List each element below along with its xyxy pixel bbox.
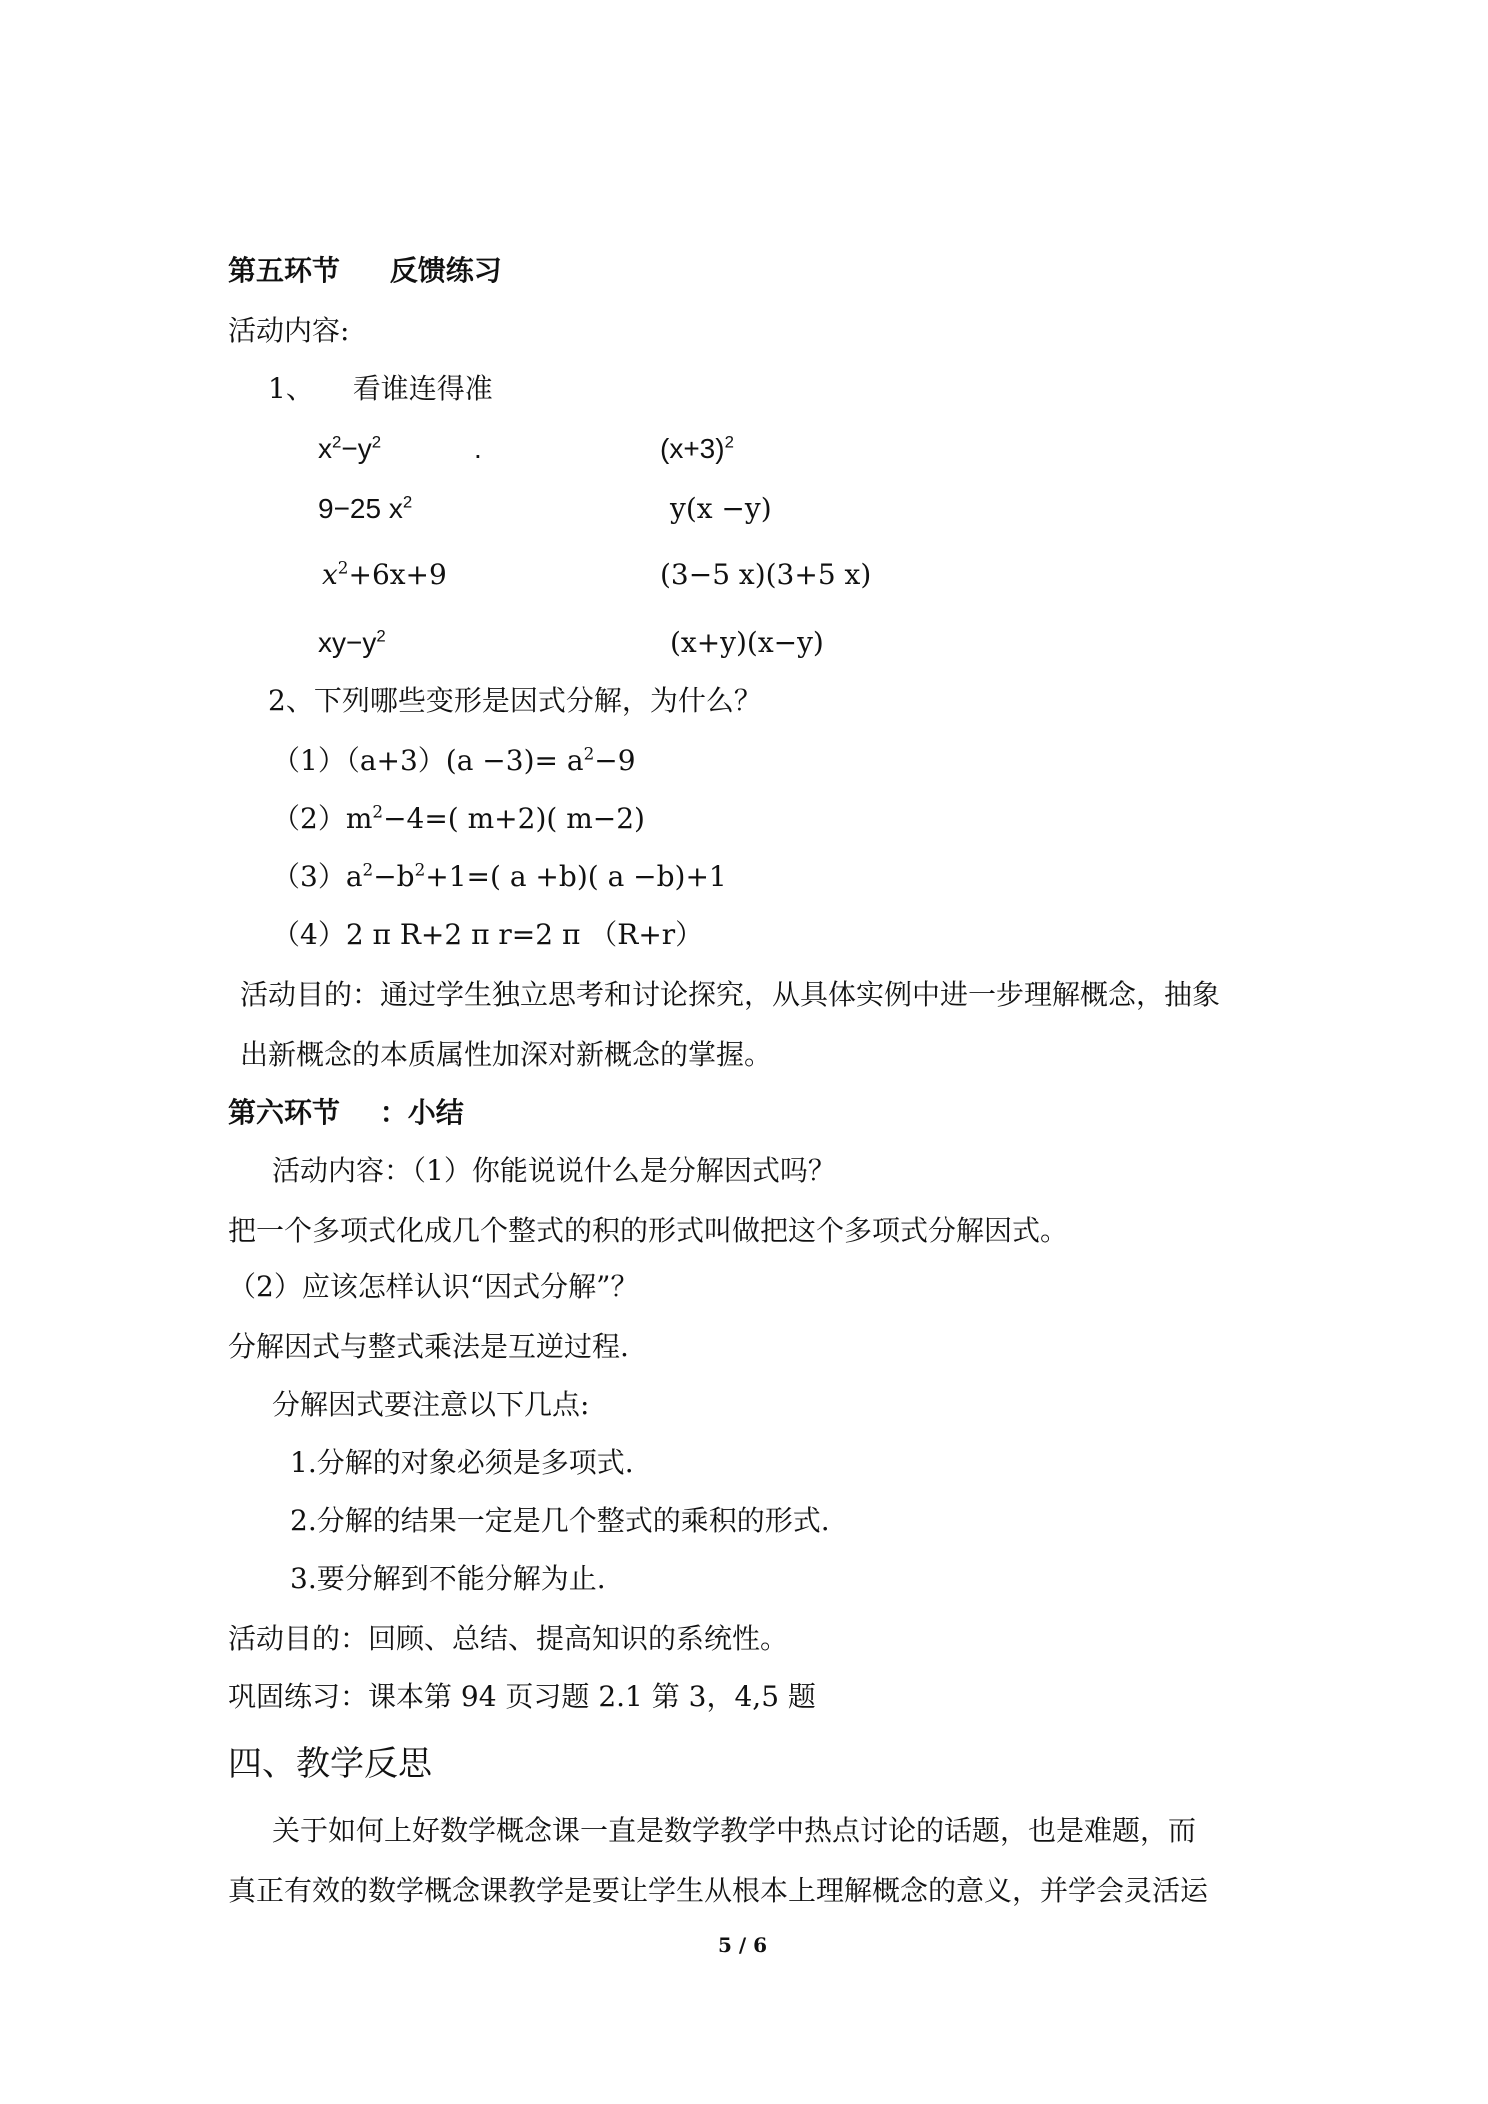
activity-content-label: 活动内容: <box>228 314 350 347</box>
section4-para-line1: 关于如何上好数学概念课一直是数学教学中热点讨论的话题，也是难题，而 <box>272 1814 1197 1847</box>
q2-title: 2、下列哪些变形是因式分解，为什么？ <box>268 684 762 717</box>
section4-para-line2: 真正有效的数学概念课教学是要让学生从根本上理解概念的意义，并学会灵活运 <box>228 1874 1209 1907</box>
section5-heading-label: 第五环节 <box>228 254 341 287</box>
section6-heading-label: 第六环节 <box>228 1096 341 1129</box>
q2-item-3: $(3)a^2-b^2+1=$( a +b)( a −b)+1 <box>272 859 727 893</box>
q2-item-1: $(1)(a+3)(a -3)= a^2-9$ <box>272 743 636 777</box>
q1-left-3: $x^2+6x+9$ <box>322 557 447 591</box>
section6-point-1: 1.分解的对象必须是多项式. <box>290 1446 634 1479</box>
section6-heading <box>228 1094 464 1132</box>
q1-left-1-dot: . <box>474 433 482 464</box>
section6-practice: 巩固练习：课本第 94 页习题 2.1 第 3，4,5 题 <box>228 1680 816 1713</box>
q1-heading <box>268 370 493 408</box>
section5-heading <box>228 252 502 290</box>
q1-left-2: 9−25 $x^2$ <box>318 492 413 524</box>
q1-number: 1、 <box>268 372 314 405</box>
section6-q2: （2）应该怎样认识“因式分解”？ <box>228 1270 639 1303</box>
section6-q1: 活动内容：（1）你能说说什么是分解因式吗？ <box>272 1154 836 1187</box>
q1-right-4: (x+y)(x−y) <box>670 626 824 659</box>
q1-right-3: (3−5 x)(3+5 x) <box>660 558 872 591</box>
section6-point-3: 3.要分解到不能分解为止. <box>290 1562 606 1595</box>
section5-purpose-line1: 活动目的：通过学生独立思考和讨论探究，从具体实例中进一步理解概念，抽象 <box>240 978 1221 1011</box>
section4-heading: 四、教学反思 <box>228 1744 432 1784</box>
q1-right-1: $(x+3)^2$ <box>660 432 734 464</box>
section5-purpose-line2: 出新概念的本质属性加深对新概念的掌握。 <box>240 1038 773 1071</box>
section6-point-2: 2.分解的结果一定是几个整式的乘积的形式. <box>290 1504 830 1537</box>
q1-left-4: $xy-y^2$ <box>318 626 386 658</box>
section6-heading-title: ：小结 <box>379 1096 464 1129</box>
q1-left-1: $x^2-y^2$ <box>318 432 382 464</box>
section6-a2: 分解因式与整式乘法是互逆过程. <box>228 1330 629 1363</box>
section6-points-title: 分解因式要注意以下几点: <box>272 1388 590 1421</box>
q1-title: 看谁连得准 <box>352 372 493 405</box>
q2-item-4: （4）2 π R+2 π r=2 π （R+r） <box>272 918 704 951</box>
section6-purpose: 活动目的：回顾、总结、提高知识的系统性。 <box>228 1622 789 1655</box>
section5-heading-title: 反馈练习 <box>389 254 502 287</box>
section6-a1: 把一个多项式化成几个整式的积的形式叫做把这个多项式分解因式。 <box>228 1214 1069 1247</box>
q1-right-2: y(x −y) <box>670 492 772 525</box>
page-number: 5 / 6 <box>718 1933 768 1957</box>
q2-item-2: $(2)m^2-4=$( m+2)( m−2) <box>272 801 645 835</box>
